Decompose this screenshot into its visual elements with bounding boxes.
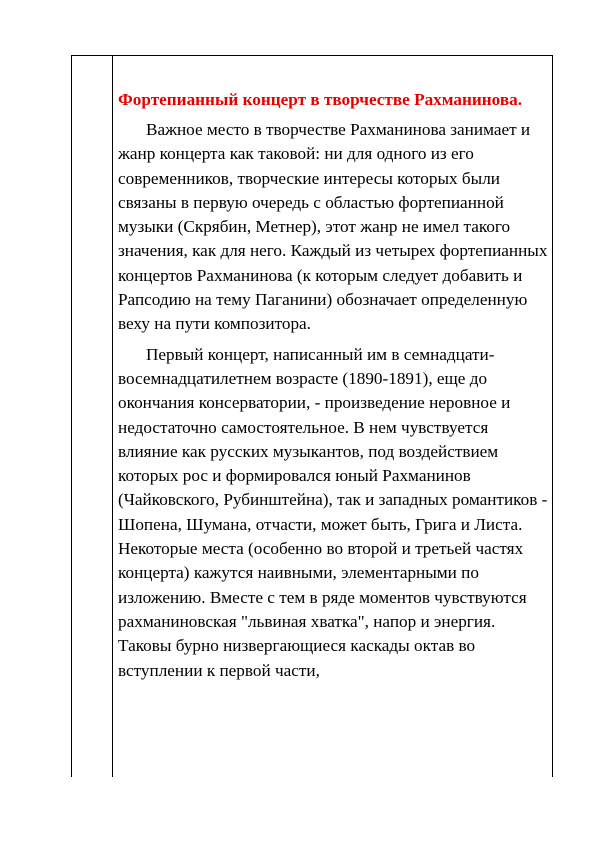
paragraph-1: Важное место в творчестве Рахманинова занимает и жанр концерта как таковой: ни для одного из его современников, творческие интересы которых были связаны в первую очередь с областью фортепианной музыки (Скрябин, Метнер), этот жанр не имел такого значения, как для него. Каждый из четырех фортепианных концертов Рахманинова (к которым следует добавить и Рапсодию на тему Паганини) обозначает определенную веху на пути композитора. [118, 120, 548, 334]
text-column [118, 88, 550, 689]
section-heading: Фортепианный концерт в творчестве Рахманинова. [118, 90, 522, 109]
table-column-divider [112, 55, 113, 777]
paragraph-2: Первый концерт, написанный им в семнадцати-восемнадцатилетнем возрасте (1890-1891), еще до окончания консерватории, - произведение неровное и недостаточно самостоятельное. В нем чувствуется влияние как русских музыкантов, под воздействием которых рос и формировался юный Рахманинов (Чайковского, Рубинштейна), так и западных романтиков - Шопена, Шумана, отчасти, может быть, Грига и Листа. Некоторые места (особенно во второй и третьей частях концерта) кажутся наивными, элементарными по изложению. Вместе с тем в ряде моментов чувствуются рахманиновская "львиная хватка", напор и энергия. Таковы бурно низвергающиеся каскады октав во вступлении к первой части, [118, 344, 548, 680]
